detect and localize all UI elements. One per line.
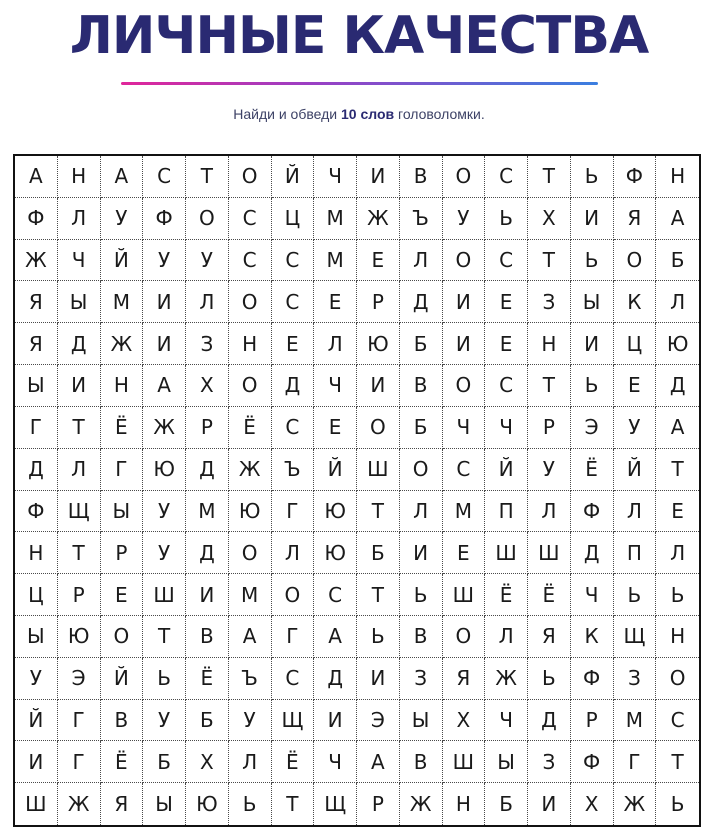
grid-cell[interactable]: У xyxy=(143,700,186,742)
grid-cell[interactable]: Н xyxy=(656,616,699,658)
grid-cell[interactable]: М xyxy=(614,700,657,742)
grid-cell[interactable]: Б xyxy=(656,240,699,282)
grid-cell[interactable]: Д xyxy=(528,700,571,742)
grid-cell[interactable]: Л xyxy=(58,198,101,240)
grid-cell[interactable]: Д xyxy=(571,532,614,574)
grid-cell[interactable]: У xyxy=(15,658,58,700)
grid-cell[interactable]: Ф xyxy=(15,198,58,240)
grid-cell[interactable]: Л xyxy=(485,616,528,658)
grid-cell[interactable]: И xyxy=(400,532,443,574)
grid-cell[interactable]: Д xyxy=(314,658,357,700)
grid-cell[interactable]: З xyxy=(186,323,229,365)
grid-cell[interactable]: Я xyxy=(101,783,144,825)
grid-cell[interactable]: Ю xyxy=(656,323,699,365)
grid-cell[interactable]: Ы xyxy=(485,741,528,783)
grid-cell[interactable]: Ы xyxy=(400,700,443,742)
grid-cell[interactable]: Д xyxy=(186,532,229,574)
grid-cell[interactable]: Ц xyxy=(272,198,315,240)
instruction-suffix: головоломки. xyxy=(394,106,485,122)
grid-cell[interactable]: Н xyxy=(15,532,58,574)
grid-cell[interactable]: П xyxy=(614,532,657,574)
grid-cell[interactable]: С xyxy=(272,240,315,282)
grid-cell[interactable]: С xyxy=(443,449,486,491)
grid-cell[interactable]: Д xyxy=(656,365,699,407)
grid-cell[interactable]: Н xyxy=(229,323,272,365)
grid-cell[interactable]: С xyxy=(656,700,699,742)
grid-cell[interactable]: Т xyxy=(186,156,229,198)
grid-cell[interactable]: А xyxy=(229,616,272,658)
grid-cell[interactable]: С xyxy=(272,407,315,449)
grid-cell[interactable]: О xyxy=(443,156,486,198)
grid-cell[interactable]: Ь xyxy=(571,156,614,198)
grid-cell[interactable]: Й xyxy=(15,700,58,742)
grid-cell[interactable]: Ё xyxy=(528,574,571,616)
grid-cell[interactable]: И xyxy=(15,741,58,783)
grid-cell[interactable]: Й xyxy=(101,240,144,282)
grid-cell[interactable]: Б xyxy=(400,407,443,449)
grid-cell[interactable]: Д xyxy=(400,281,443,323)
grid-cell[interactable]: Л xyxy=(400,240,443,282)
grid-cell[interactable]: И xyxy=(186,574,229,616)
grid-cell[interactable]: У xyxy=(528,449,571,491)
grid-cell[interactable]: С xyxy=(272,658,315,700)
grid-cell[interactable]: Ь xyxy=(357,616,400,658)
grid-cell[interactable]: А xyxy=(143,365,186,407)
grid-cell[interactable]: У xyxy=(143,240,186,282)
grid-cell[interactable]: Ф xyxy=(143,198,186,240)
grid-cell[interactable]: Л xyxy=(58,449,101,491)
grid-cell[interactable]: В xyxy=(400,156,443,198)
grid-cell[interactable]: Н xyxy=(101,365,144,407)
grid-cell[interactable]: Ж xyxy=(15,240,58,282)
grid-cell[interactable]: К xyxy=(614,281,657,323)
grid-cell[interactable]: Р xyxy=(101,532,144,574)
grid-cell[interactable]: Й xyxy=(101,658,144,700)
grid-cell[interactable]: Х xyxy=(571,783,614,825)
grid-cell[interactable]: Щ xyxy=(314,783,357,825)
grid-cell[interactable]: Н xyxy=(443,783,486,825)
grid-cell[interactable]: Т xyxy=(656,741,699,783)
grid-cell[interactable]: Г xyxy=(101,449,144,491)
grid-cell[interactable]: Ч xyxy=(314,365,357,407)
instruction-text xyxy=(0,106,718,122)
grid-cell[interactable]: И xyxy=(571,198,614,240)
grid-cell[interactable]: Ш xyxy=(485,532,528,574)
grid-cell[interactable]: Р xyxy=(58,574,101,616)
grid-cell[interactable]: Ф xyxy=(571,491,614,533)
grid-cell[interactable]: С xyxy=(485,240,528,282)
grid-cell[interactable]: Е xyxy=(485,323,528,365)
grid-cell[interactable]: Д xyxy=(58,323,101,365)
grid-cell[interactable]: В xyxy=(400,616,443,658)
grid-cell[interactable]: Щ xyxy=(58,491,101,533)
grid-cell[interactable]: В xyxy=(101,700,144,742)
grid-cell[interactable]: Я xyxy=(614,198,657,240)
grid-cell[interactable]: Ж xyxy=(229,449,272,491)
grid-cell[interactable]: Ж xyxy=(485,658,528,700)
grid-cell[interactable]: Ь xyxy=(229,783,272,825)
grid-cell[interactable]: Б xyxy=(400,323,443,365)
grid-cell[interactable]: Ю xyxy=(58,616,101,658)
grid-cell[interactable]: Ч xyxy=(314,741,357,783)
grid-cell[interactable]: Х xyxy=(186,365,229,407)
grid-cell[interactable]: С xyxy=(272,281,315,323)
grid-cell[interactable]: Т xyxy=(528,240,571,282)
page-title: ЛИЧНЫЕ КАЧЕСТВА xyxy=(69,6,649,66)
grid-cell[interactable]: Ч xyxy=(443,407,486,449)
grid-cell[interactable]: Е xyxy=(272,323,315,365)
grid-cell[interactable]: Ъ xyxy=(400,198,443,240)
grid-cell[interactable]: О xyxy=(101,616,144,658)
grid-cell[interactable]: И xyxy=(143,281,186,323)
grid-cell[interactable]: Ю xyxy=(314,532,357,574)
grid-cell[interactable]: Л xyxy=(314,323,357,365)
grid-cell[interactable]: Д xyxy=(15,449,58,491)
grid-cell[interactable]: А xyxy=(15,156,58,198)
grid-cell[interactable]: Б xyxy=(485,783,528,825)
grid-cell[interactable]: У xyxy=(229,700,272,742)
title-divider xyxy=(121,82,598,85)
grid-cell[interactable]: Е xyxy=(357,240,400,282)
grid-cell[interactable]: С xyxy=(485,156,528,198)
grid-cell[interactable]: Ю xyxy=(186,783,229,825)
grid-cell[interactable]: Н xyxy=(58,156,101,198)
grid-cell[interactable]: Ч xyxy=(571,574,614,616)
grid-cell[interactable]: Ы xyxy=(58,281,101,323)
grid-cell[interactable]: Ь xyxy=(571,365,614,407)
grid-cell[interactable]: О xyxy=(443,616,486,658)
grid-cell[interactable]: Г xyxy=(614,741,657,783)
grid-cell[interactable]: Ш xyxy=(143,574,186,616)
grid-cell[interactable]: Ю xyxy=(143,449,186,491)
grid-cell[interactable]: И xyxy=(571,323,614,365)
grid-cell[interactable]: Р xyxy=(571,700,614,742)
grid-cell[interactable]: У xyxy=(443,198,486,240)
grid-cell[interactable]: Ы xyxy=(15,616,58,658)
grid-cell[interactable]: З xyxy=(400,658,443,700)
grid-cell[interactable]: О xyxy=(229,281,272,323)
grid-cell[interactable]: Й xyxy=(272,156,315,198)
grid-cell[interactable]: Я xyxy=(528,616,571,658)
grid-cell[interactable]: Й xyxy=(614,449,657,491)
grid-cell[interactable]: Ь xyxy=(485,198,528,240)
grid-cell[interactable]: Ш xyxy=(443,574,486,616)
grid-cell[interactable]: Ж xyxy=(357,198,400,240)
grid-cell[interactable]: А xyxy=(656,198,699,240)
grid-cell[interactable]: Б xyxy=(143,741,186,783)
grid-cell[interactable]: И xyxy=(357,658,400,700)
grid-cell[interactable]: Т xyxy=(58,407,101,449)
grid-cell[interactable]: Д xyxy=(186,449,229,491)
grid-cell[interactable]: М xyxy=(186,491,229,533)
grid-cell[interactable]: Ж xyxy=(614,783,657,825)
grid-cell[interactable]: Ф xyxy=(571,741,614,783)
grid-cell[interactable]: Г xyxy=(272,616,315,658)
grid-cell[interactable]: Ж xyxy=(101,323,144,365)
grid-cell[interactable]: Н xyxy=(528,323,571,365)
grid-cell[interactable]: Ъ xyxy=(272,449,315,491)
grid-cell[interactable]: Ь xyxy=(400,574,443,616)
grid-cell[interactable]: Ь xyxy=(143,658,186,700)
grid-cell[interactable]: Е xyxy=(314,407,357,449)
grid-cell[interactable]: О xyxy=(229,156,272,198)
grid-cell[interactable]: Е xyxy=(656,491,699,533)
grid-cell[interactable]: Е xyxy=(314,281,357,323)
grid-cell[interactable]: О xyxy=(186,198,229,240)
grid-cell[interactable]: О xyxy=(229,532,272,574)
grid-cell[interactable]: Л xyxy=(656,532,699,574)
grid-cell[interactable]: Э xyxy=(58,658,101,700)
grid-cell[interactable]: Р xyxy=(528,407,571,449)
grid-cell[interactable]: О xyxy=(443,240,486,282)
grid-cell[interactable]: С xyxy=(485,365,528,407)
instruction-word-count: 10 слов xyxy=(341,106,395,122)
grid-cell[interactable]: А xyxy=(357,741,400,783)
grid-cell[interactable]: Т xyxy=(528,156,571,198)
grid-cell[interactable]: Т xyxy=(272,783,315,825)
grid-cell[interactable]: И xyxy=(443,281,486,323)
grid-cell[interactable]: Е xyxy=(443,532,486,574)
word-search-grid xyxy=(13,154,701,827)
grid-cell[interactable]: М xyxy=(314,240,357,282)
grid-cell[interactable]: З xyxy=(528,281,571,323)
grid-cell[interactable]: Ю xyxy=(229,491,272,533)
grid-cell[interactable]: Б xyxy=(186,700,229,742)
grid-cell[interactable]: Л xyxy=(400,491,443,533)
grid-cell[interactable]: Ю xyxy=(314,491,357,533)
grid-cell[interactable]: М xyxy=(443,491,486,533)
grid-cell[interactable]: Б xyxy=(357,532,400,574)
grid-cell[interactable]: Ю xyxy=(357,323,400,365)
grid-cell[interactable]: Ъ xyxy=(229,658,272,700)
grid-cell[interactable]: У xyxy=(143,532,186,574)
grid-cell[interactable]: Т xyxy=(58,532,101,574)
grid-cell[interactable]: О xyxy=(272,574,315,616)
grid-cell[interactable]: О xyxy=(656,658,699,700)
grid-cell[interactable]: Ж xyxy=(400,783,443,825)
grid-cell[interactable]: Ё xyxy=(101,741,144,783)
grid-cell[interactable]: С xyxy=(143,156,186,198)
grid-cell[interactable]: Э xyxy=(571,407,614,449)
grid-cell[interactable]: Х xyxy=(528,198,571,240)
grid-cell[interactable]: О xyxy=(229,365,272,407)
grid-cell[interactable]: Я xyxy=(443,658,486,700)
grid-cell[interactable]: Ь xyxy=(528,658,571,700)
grid-cell[interactable]: Ч xyxy=(485,407,528,449)
grid-cell[interactable]: В xyxy=(400,365,443,407)
grid-cell[interactable]: В xyxy=(400,741,443,783)
grid-cell[interactable]: Й xyxy=(314,449,357,491)
grid-cell[interactable]: Ф xyxy=(571,658,614,700)
grid-cell[interactable]: Л xyxy=(229,741,272,783)
grid-cell[interactable]: Ц xyxy=(15,574,58,616)
grid-cell[interactable]: А xyxy=(656,407,699,449)
grid-cell[interactable]: Ы xyxy=(15,365,58,407)
grid-cell[interactable]: О xyxy=(614,240,657,282)
grid-cell[interactable]: Л xyxy=(528,491,571,533)
grid-cell[interactable]: И xyxy=(58,365,101,407)
grid-cell[interactable]: М xyxy=(314,198,357,240)
grid-cell[interactable]: Ч xyxy=(314,156,357,198)
grid-cell[interactable]: Е xyxy=(485,281,528,323)
grid-cell[interactable]: Ё xyxy=(272,741,315,783)
grid-cell[interactable]: Л xyxy=(656,281,699,323)
grid-cell[interactable]: Ц xyxy=(614,323,657,365)
grid-cell[interactable]: Х xyxy=(186,741,229,783)
grid-cell[interactable]: Х xyxy=(443,700,486,742)
grid-cell[interactable]: Р xyxy=(357,783,400,825)
grid-cell[interactable]: С xyxy=(229,198,272,240)
grid-cell[interactable]: Ж xyxy=(58,783,101,825)
grid-cell[interactable]: Ш xyxy=(15,783,58,825)
grid-cell[interactable]: Г xyxy=(15,407,58,449)
grid-cell[interactable]: З xyxy=(528,741,571,783)
grid-cell[interactable]: Г xyxy=(58,700,101,742)
grid-cell[interactable]: Л xyxy=(186,281,229,323)
grid-cell[interactable]: Ь xyxy=(614,574,657,616)
grid-cell[interactable]: О xyxy=(357,407,400,449)
grid-cell[interactable]: Й xyxy=(485,449,528,491)
grid-cell[interactable]: У xyxy=(186,240,229,282)
grid-cell[interactable]: Ь xyxy=(670,792,685,817)
grid-cell[interactable]: Т xyxy=(143,616,186,658)
grid-cell[interactable]: Т xyxy=(528,365,571,407)
grid-cell[interactable]: Г xyxy=(272,491,315,533)
grid-cell[interactable]: Р xyxy=(186,407,229,449)
grid-cell[interactable]: Ё xyxy=(101,407,144,449)
grid-cell[interactable]: Г xyxy=(58,741,101,783)
grid-cell[interactable]: Л xyxy=(614,491,657,533)
grid-cell[interactable]: А xyxy=(314,616,357,658)
grid-cell[interactable]: У xyxy=(143,491,186,533)
grid-cell[interactable]: И xyxy=(314,700,357,742)
grid-cell[interactable]: Ш xyxy=(528,532,571,574)
grid-cell[interactable]: Ч xyxy=(485,700,528,742)
grid-cell[interactable]: Ы xyxy=(143,783,186,825)
grid-cell[interactable]: С xyxy=(314,574,357,616)
grid-cell[interactable]: С xyxy=(229,240,272,282)
grid-cell[interactable]: Ы xyxy=(101,491,144,533)
grid-cell[interactable]: И xyxy=(443,323,486,365)
grid-cell[interactable]: М xyxy=(229,574,272,616)
grid-cell[interactable]: Ж xyxy=(143,407,186,449)
grid-cell[interactable]: Щ xyxy=(272,700,315,742)
grid-cell[interactable]: Ё xyxy=(186,658,229,700)
grid-cell[interactable]: О xyxy=(443,365,486,407)
grid-cell[interactable]: В xyxy=(186,616,229,658)
grid-cell[interactable]: Ф xyxy=(15,491,58,533)
grid-cell[interactable]: Д xyxy=(272,365,315,407)
grid-cell[interactable]: Т xyxy=(357,574,400,616)
grid-cell[interactable]: Ё xyxy=(485,574,528,616)
grid-cell[interactable]: Т xyxy=(357,491,400,533)
grid-cell[interactable]: Я xyxy=(15,323,58,365)
grid-cell[interactable]: К xyxy=(571,616,614,658)
grid-cell[interactable]: О xyxy=(400,449,443,491)
grid-cell[interactable]: И xyxy=(357,156,400,198)
grid-cell[interactable]: Р xyxy=(357,281,400,323)
grid-cell[interactable]: З xyxy=(614,658,657,700)
grid-cell[interactable]: Ё xyxy=(229,407,272,449)
grid-cell[interactable]: М xyxy=(101,281,144,323)
grid-cell[interactable]: Щ xyxy=(614,616,657,658)
grid-cell[interactable]: Ь xyxy=(571,240,614,282)
grid-cell[interactable]: У xyxy=(614,407,657,449)
grid-cell[interactable]: Ф xyxy=(614,156,657,198)
grid-cell[interactable]: Ч xyxy=(58,240,101,282)
grid-cell[interactable]: И xyxy=(357,365,400,407)
grid-cell[interactable]: Ё xyxy=(571,449,614,491)
grid-cell[interactable]: Е xyxy=(101,574,144,616)
grid-cell[interactable]: И xyxy=(143,323,186,365)
grid-cell[interactable]: Ы xyxy=(571,281,614,323)
grid-cell[interactable]: Ь xyxy=(656,574,699,616)
grid-cell[interactable]: А xyxy=(101,156,144,198)
grid-cell[interactable]: Я xyxy=(15,281,58,323)
grid-cell[interactable]: П xyxy=(485,491,528,533)
instruction-prefix: Найди и обведи xyxy=(233,106,341,122)
grid-cell[interactable]: Е xyxy=(614,365,657,407)
grid-cell[interactable]: Э xyxy=(357,700,400,742)
grid-cell[interactable]: Л xyxy=(272,532,315,574)
grid-cell[interactable]: И xyxy=(528,783,571,825)
grid-cell[interactable]: У xyxy=(101,198,144,240)
grid-cell[interactable]: Т xyxy=(656,449,699,491)
grid-cell[interactable]: Н xyxy=(656,156,699,198)
grid-cell[interactable]: Ш xyxy=(357,449,400,491)
grid-cell[interactable]: Ш xyxy=(443,741,486,783)
